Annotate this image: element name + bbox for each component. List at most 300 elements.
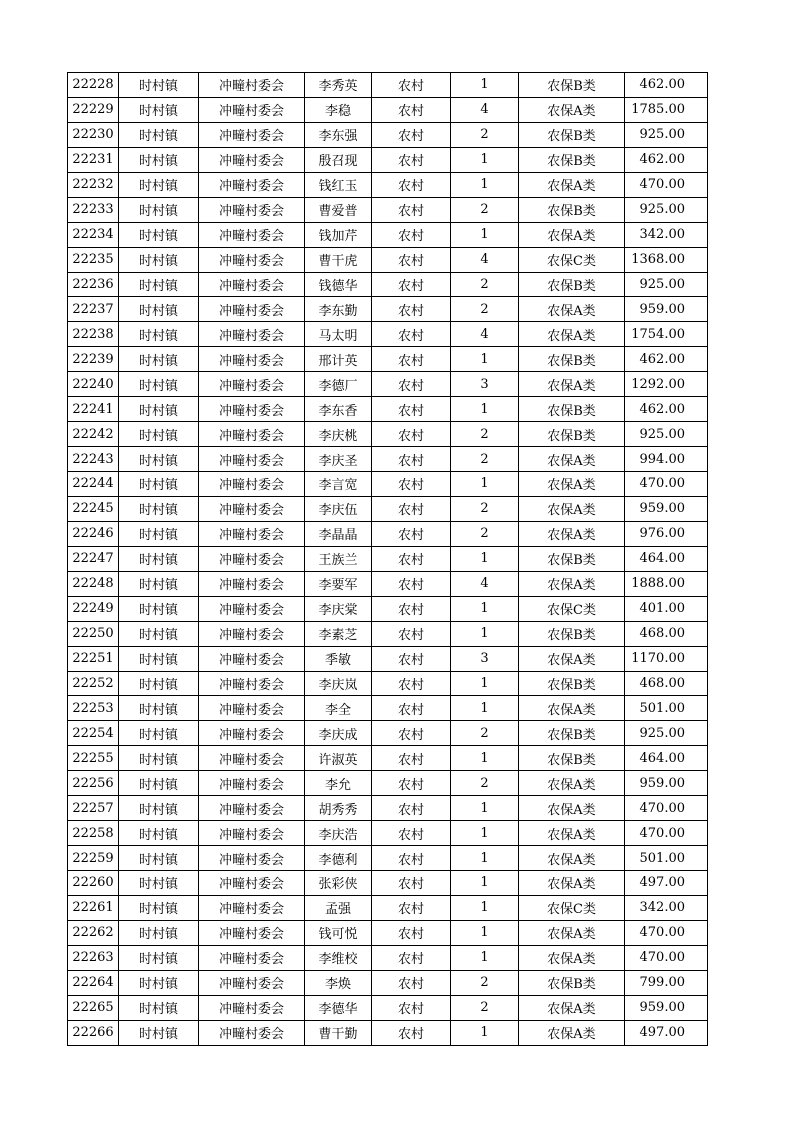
household-count-cell: 2 xyxy=(451,272,519,297)
area-type-cell: 农村 xyxy=(372,995,451,1020)
town-cell: 时村镇 xyxy=(119,596,199,621)
amount-cell: 959.00 xyxy=(625,297,708,322)
amount-cell: 925.00 xyxy=(625,272,708,297)
town-cell: 时村镇 xyxy=(119,297,199,322)
area-type-cell: 农村 xyxy=(372,846,451,871)
amount-cell: 462.00 xyxy=(625,347,708,372)
amount-cell: 470.00 xyxy=(625,920,708,945)
person-name-cell: 张彩侠 xyxy=(305,871,372,896)
amount-cell: 994.00 xyxy=(625,447,708,472)
area-type-cell: 农村 xyxy=(372,871,451,896)
town-cell: 时村镇 xyxy=(119,172,199,197)
area-type-cell: 农村 xyxy=(372,646,451,671)
record-id-cell: 22234 xyxy=(68,222,119,247)
amount-cell: 959.00 xyxy=(625,995,708,1020)
area-type-cell: 农村 xyxy=(372,247,451,272)
table-row xyxy=(68,871,708,896)
person-name-cell: 李庆圣 xyxy=(305,447,372,472)
table-row xyxy=(68,147,708,172)
person-name-cell: 李晶晶 xyxy=(305,521,372,546)
record-id-cell: 22238 xyxy=(68,322,119,347)
records-table xyxy=(67,72,708,1046)
insurance-category-cell: 农保A类 xyxy=(519,871,625,896)
amount-cell: 501.00 xyxy=(625,696,708,721)
amount-cell: 1888.00 xyxy=(625,571,708,596)
household-count-cell: 2 xyxy=(451,995,519,1020)
insurance-category-cell: 农保A类 xyxy=(519,322,625,347)
area-type-cell: 农村 xyxy=(372,970,451,995)
person-name-cell: 李庆岚 xyxy=(305,671,372,696)
household-count-cell: 2 xyxy=(451,197,519,222)
table-row xyxy=(68,821,708,846)
household-count-cell: 2 xyxy=(451,521,519,546)
insurance-category-cell: 农保A类 xyxy=(519,1020,625,1045)
area-type-cell: 农村 xyxy=(372,447,451,472)
insurance-category-cell: 农保A类 xyxy=(519,696,625,721)
household-count-cell: 2 xyxy=(451,422,519,447)
person-name-cell: 季敏 xyxy=(305,646,372,671)
village-committee-cell: 冲疃村委会 xyxy=(199,97,305,122)
area-type-cell: 农村 xyxy=(372,521,451,546)
area-type-cell: 农村 xyxy=(372,546,451,571)
person-name-cell: 钱加芹 xyxy=(305,222,372,247)
person-name-cell: 李要军 xyxy=(305,571,372,596)
amount-cell: 468.00 xyxy=(625,621,708,646)
town-cell: 时村镇 xyxy=(119,696,199,721)
household-count-cell: 1 xyxy=(451,696,519,721)
village-committee-cell: 冲疃村委会 xyxy=(199,746,305,771)
village-committee-cell: 冲疃村委会 xyxy=(199,322,305,347)
record-id-cell: 22239 xyxy=(68,347,119,372)
town-cell: 时村镇 xyxy=(119,322,199,347)
table-row xyxy=(68,846,708,871)
amount-cell: 470.00 xyxy=(625,172,708,197)
insurance-category-cell: 农保A类 xyxy=(519,172,625,197)
area-type-cell: 农村 xyxy=(372,397,451,422)
person-name-cell: 李德厂 xyxy=(305,372,372,397)
record-id-cell: 22258 xyxy=(68,821,119,846)
table-row xyxy=(68,646,708,671)
town-cell: 时村镇 xyxy=(119,372,199,397)
table-row xyxy=(68,172,708,197)
amount-cell: 1754.00 xyxy=(625,322,708,347)
amount-cell: 470.00 xyxy=(625,472,708,497)
town-cell: 时村镇 xyxy=(119,721,199,746)
record-id-cell: 22257 xyxy=(68,796,119,821)
record-id-cell: 22228 xyxy=(68,73,119,98)
household-count-cell: 1 xyxy=(451,1020,519,1045)
person-name-cell: 许淑英 xyxy=(305,746,372,771)
village-committee-cell: 冲疃村委会 xyxy=(199,272,305,297)
record-id-cell: 22252 xyxy=(68,671,119,696)
amount-cell: 925.00 xyxy=(625,422,708,447)
area-type-cell: 农村 xyxy=(372,771,451,796)
person-name-cell: 李东香 xyxy=(305,397,372,422)
insurance-category-cell: 农保A类 xyxy=(519,372,625,397)
table-row xyxy=(68,920,708,945)
amount-cell: 1170.00 xyxy=(625,646,708,671)
record-id-cell: 22255 xyxy=(68,746,119,771)
village-committee-cell: 冲疃村委会 xyxy=(199,372,305,397)
person-name-cell: 胡秀秀 xyxy=(305,796,372,821)
amount-cell: 959.00 xyxy=(625,496,708,521)
insurance-category-cell: 农保B类 xyxy=(519,147,625,172)
town-cell: 时村镇 xyxy=(119,472,199,497)
person-name-cell: 李庆浩 xyxy=(305,821,372,846)
household-count-cell: 2 xyxy=(451,122,519,147)
village-committee-cell: 冲疃村委会 xyxy=(199,397,305,422)
amount-cell: 468.00 xyxy=(625,671,708,696)
area-type-cell: 农村 xyxy=(372,746,451,771)
household-count-cell: 2 xyxy=(451,721,519,746)
household-count-cell: 2 xyxy=(451,297,519,322)
insurance-category-cell: 农保C类 xyxy=(519,596,625,621)
insurance-category-cell: 农保A类 xyxy=(519,496,625,521)
person-name-cell: 李焕 xyxy=(305,970,372,995)
amount-cell: 925.00 xyxy=(625,122,708,147)
village-committee-cell: 冲疃村委会 xyxy=(199,821,305,846)
area-type-cell: 农村 xyxy=(372,671,451,696)
person-name-cell: 李庆桃 xyxy=(305,422,372,447)
town-cell: 时村镇 xyxy=(119,771,199,796)
person-name-cell: 李东强 xyxy=(305,122,372,147)
area-type-cell: 农村 xyxy=(372,1020,451,1045)
town-cell: 时村镇 xyxy=(119,97,199,122)
household-count-cell: 4 xyxy=(451,97,519,122)
town-cell: 时村镇 xyxy=(119,846,199,871)
person-name-cell: 李维校 xyxy=(305,945,372,970)
record-id-cell: 22236 xyxy=(68,272,119,297)
record-id-cell: 22253 xyxy=(68,696,119,721)
area-type-cell: 农村 xyxy=(372,222,451,247)
area-type-cell: 农村 xyxy=(372,73,451,98)
amount-cell: 501.00 xyxy=(625,846,708,871)
town-cell: 时村镇 xyxy=(119,521,199,546)
household-count-cell: 1 xyxy=(451,671,519,696)
town-cell: 时村镇 xyxy=(119,646,199,671)
amount-cell: 462.00 xyxy=(625,397,708,422)
village-committee-cell: 冲疃村委会 xyxy=(199,1020,305,1045)
insurance-category-cell: 农保A类 xyxy=(519,447,625,472)
amount-cell: 799.00 xyxy=(625,970,708,995)
person-name-cell: 李德利 xyxy=(305,846,372,871)
area-type-cell: 农村 xyxy=(372,372,451,397)
household-count-cell: 1 xyxy=(451,796,519,821)
person-name-cell: 李言宽 xyxy=(305,472,372,497)
person-name-cell: 李允 xyxy=(305,771,372,796)
town-cell: 时村镇 xyxy=(119,1020,199,1045)
amount-cell: 470.00 xyxy=(625,821,708,846)
table-row xyxy=(68,746,708,771)
record-id-cell: 22245 xyxy=(68,496,119,521)
table-row xyxy=(68,671,708,696)
area-type-cell: 农村 xyxy=(372,796,451,821)
household-count-cell: 1 xyxy=(451,73,519,98)
insurance-category-cell: 农保A类 xyxy=(519,920,625,945)
table-row xyxy=(68,496,708,521)
village-committee-cell: 冲疃村委会 xyxy=(199,920,305,945)
household-count-cell: 2 xyxy=(451,447,519,472)
amount-cell: 464.00 xyxy=(625,746,708,771)
amount-cell: 470.00 xyxy=(625,945,708,970)
area-type-cell: 农村 xyxy=(372,422,451,447)
table-row xyxy=(68,322,708,347)
person-name-cell: 钱红玉 xyxy=(305,172,372,197)
household-count-cell: 2 xyxy=(451,496,519,521)
area-type-cell: 农村 xyxy=(372,920,451,945)
table-row xyxy=(68,721,708,746)
person-name-cell: 钱德华 xyxy=(305,272,372,297)
town-cell: 时村镇 xyxy=(119,546,199,571)
village-committee-cell: 冲疃村委会 xyxy=(199,846,305,871)
table-row xyxy=(68,521,708,546)
village-committee-cell: 冲疃村委会 xyxy=(199,696,305,721)
record-id-cell: 22247 xyxy=(68,546,119,571)
town-cell: 时村镇 xyxy=(119,272,199,297)
village-committee-cell: 冲疃村委会 xyxy=(199,197,305,222)
insurance-category-cell: 农保B类 xyxy=(519,746,625,771)
amount-cell: 925.00 xyxy=(625,197,708,222)
table-row xyxy=(68,970,708,995)
town-cell: 时村镇 xyxy=(119,247,199,272)
area-type-cell: 农村 xyxy=(372,172,451,197)
area-type-cell: 农村 xyxy=(372,721,451,746)
household-count-cell: 1 xyxy=(451,945,519,970)
village-committee-cell: 冲疃村委会 xyxy=(199,995,305,1020)
village-committee-cell: 冲疃村委会 xyxy=(199,247,305,272)
table-row xyxy=(68,621,708,646)
insurance-category-cell: 农保C类 xyxy=(519,895,625,920)
record-id-cell: 22235 xyxy=(68,247,119,272)
village-committee-cell: 冲疃村委会 xyxy=(199,646,305,671)
household-count-cell: 1 xyxy=(451,895,519,920)
village-committee-cell: 冲疃村委会 xyxy=(199,596,305,621)
table-row xyxy=(68,696,708,721)
person-name-cell: 钱可悦 xyxy=(305,920,372,945)
table-row xyxy=(68,97,708,122)
insurance-category-cell: 农保B类 xyxy=(519,73,625,98)
area-type-cell: 农村 xyxy=(372,821,451,846)
record-id-cell: 22261 xyxy=(68,895,119,920)
amount-cell: 497.00 xyxy=(625,871,708,896)
village-committee-cell: 冲疃村委会 xyxy=(199,73,305,98)
person-name-cell: 曹爱普 xyxy=(305,197,372,222)
household-count-cell: 1 xyxy=(451,920,519,945)
insurance-category-cell: 农保B类 xyxy=(519,621,625,646)
area-type-cell: 农村 xyxy=(372,297,451,322)
person-name-cell: 李庆伍 xyxy=(305,496,372,521)
insurance-category-cell: 农保B类 xyxy=(519,347,625,372)
village-committee-cell: 冲疃村委会 xyxy=(199,721,305,746)
town-cell: 时村镇 xyxy=(119,222,199,247)
household-count-cell: 1 xyxy=(451,147,519,172)
amount-cell: 497.00 xyxy=(625,1020,708,1045)
household-count-cell: 1 xyxy=(451,347,519,372)
record-id-cell: 22232 xyxy=(68,172,119,197)
insurance-category-cell: 农保B类 xyxy=(519,671,625,696)
village-committee-cell: 冲疃村委会 xyxy=(199,871,305,896)
table-row xyxy=(68,546,708,571)
table-row xyxy=(68,372,708,397)
area-type-cell: 农村 xyxy=(372,895,451,920)
insurance-category-cell: 农保B类 xyxy=(519,397,625,422)
insurance-category-cell: 农保B类 xyxy=(519,272,625,297)
table-row xyxy=(68,122,708,147)
household-count-cell: 4 xyxy=(451,247,519,272)
insurance-category-cell: 农保B类 xyxy=(519,546,625,571)
village-committee-cell: 冲疃村委会 xyxy=(199,222,305,247)
record-id-cell: 22233 xyxy=(68,197,119,222)
table-row xyxy=(68,297,708,322)
amount-cell: 1785.00 xyxy=(625,97,708,122)
record-id-cell: 22230 xyxy=(68,122,119,147)
town-cell: 时村镇 xyxy=(119,895,199,920)
person-name-cell: 李秀英 xyxy=(305,73,372,98)
area-type-cell: 农村 xyxy=(372,97,451,122)
table-body xyxy=(68,73,708,1046)
record-id-cell: 22243 xyxy=(68,447,119,472)
household-count-cell: 1 xyxy=(451,222,519,247)
town-cell: 时村镇 xyxy=(119,73,199,98)
village-committee-cell: 冲疃村委会 xyxy=(199,147,305,172)
table-row xyxy=(68,447,708,472)
town-cell: 时村镇 xyxy=(119,447,199,472)
amount-cell: 462.00 xyxy=(625,147,708,172)
town-cell: 时村镇 xyxy=(119,970,199,995)
record-id-cell: 22265 xyxy=(68,995,119,1020)
area-type-cell: 农村 xyxy=(372,322,451,347)
person-name-cell: 曹干虎 xyxy=(305,247,372,272)
record-id-cell: 22254 xyxy=(68,721,119,746)
insurance-category-cell: 农保A类 xyxy=(519,771,625,796)
insurance-category-cell: 农保A类 xyxy=(519,846,625,871)
insurance-category-cell: 农保B类 xyxy=(519,122,625,147)
record-id-cell: 22262 xyxy=(68,920,119,945)
table-row xyxy=(68,422,708,447)
village-committee-cell: 冲疃村委会 xyxy=(199,945,305,970)
record-id-cell: 22246 xyxy=(68,521,119,546)
record-id-cell: 22244 xyxy=(68,472,119,497)
person-name-cell: 李稳 xyxy=(305,97,372,122)
village-committee-cell: 冲疃村委会 xyxy=(199,122,305,147)
village-committee-cell: 冲疃村委会 xyxy=(199,472,305,497)
town-cell: 时村镇 xyxy=(119,746,199,771)
household-count-cell: 1 xyxy=(451,472,519,497)
record-id-cell: 22256 xyxy=(68,771,119,796)
household-count-cell: 4 xyxy=(451,571,519,596)
person-name-cell: 李庆棠 xyxy=(305,596,372,621)
town-cell: 时村镇 xyxy=(119,147,199,172)
table-row xyxy=(68,397,708,422)
amount-cell: 464.00 xyxy=(625,546,708,571)
record-id-cell: 22249 xyxy=(68,596,119,621)
insurance-category-cell: 农保A类 xyxy=(519,222,625,247)
town-cell: 时村镇 xyxy=(119,671,199,696)
area-type-cell: 农村 xyxy=(372,571,451,596)
village-committee-cell: 冲疃村委会 xyxy=(199,347,305,372)
insurance-category-cell: 农保C类 xyxy=(519,247,625,272)
insurance-category-cell: 农保A类 xyxy=(519,97,625,122)
table-row xyxy=(68,472,708,497)
person-name-cell: 孟强 xyxy=(305,895,372,920)
insurance-category-cell: 农保B类 xyxy=(519,970,625,995)
household-count-cell: 1 xyxy=(451,397,519,422)
village-committee-cell: 冲疃村委会 xyxy=(199,771,305,796)
household-count-cell: 1 xyxy=(451,821,519,846)
town-cell: 时村镇 xyxy=(119,796,199,821)
person-name-cell: 李德华 xyxy=(305,995,372,1020)
table-row xyxy=(68,73,708,98)
table-row xyxy=(68,272,708,297)
person-name-cell: 殷召现 xyxy=(305,147,372,172)
insurance-category-cell: 农保A类 xyxy=(519,521,625,546)
insurance-category-cell: 农保B类 xyxy=(519,422,625,447)
town-cell: 时村镇 xyxy=(119,920,199,945)
area-type-cell: 农村 xyxy=(372,596,451,621)
household-count-cell: 2 xyxy=(451,771,519,796)
record-id-cell: 22251 xyxy=(68,646,119,671)
table-row xyxy=(68,895,708,920)
amount-cell: 470.00 xyxy=(625,796,708,821)
village-committee-cell: 冲疃村委会 xyxy=(199,297,305,322)
table-row xyxy=(68,197,708,222)
area-type-cell: 农村 xyxy=(372,347,451,372)
village-committee-cell: 冲疃村委会 xyxy=(199,496,305,521)
household-count-cell: 1 xyxy=(451,546,519,571)
area-type-cell: 农村 xyxy=(372,945,451,970)
insurance-category-cell: 农保A类 xyxy=(519,571,625,596)
amount-cell: 959.00 xyxy=(625,771,708,796)
town-cell: 时村镇 xyxy=(119,945,199,970)
table-row xyxy=(68,596,708,621)
household-count-cell: 4 xyxy=(451,322,519,347)
person-name-cell: 李东勤 xyxy=(305,297,372,322)
table-row xyxy=(68,347,708,372)
household-count-cell: 1 xyxy=(451,172,519,197)
amount-cell: 976.00 xyxy=(625,521,708,546)
table-row xyxy=(68,771,708,796)
town-cell: 时村镇 xyxy=(119,995,199,1020)
person-name-cell: 曹干勤 xyxy=(305,1020,372,1045)
village-committee-cell: 冲疃村委会 xyxy=(199,671,305,696)
record-id-cell: 22231 xyxy=(68,147,119,172)
insurance-category-cell: 农保B类 xyxy=(519,197,625,222)
table-row xyxy=(68,995,708,1020)
village-committee-cell: 冲疃村委会 xyxy=(199,422,305,447)
table-row xyxy=(68,222,708,247)
area-type-cell: 农村 xyxy=(372,272,451,297)
village-committee-cell: 冲疃村委会 xyxy=(199,621,305,646)
amount-cell: 925.00 xyxy=(625,721,708,746)
table-row xyxy=(68,247,708,272)
amount-cell: 462.00 xyxy=(625,73,708,98)
village-committee-cell: 冲疃村委会 xyxy=(199,796,305,821)
town-cell: 时村镇 xyxy=(119,122,199,147)
village-committee-cell: 冲疃村委会 xyxy=(199,970,305,995)
town-cell: 时村镇 xyxy=(119,871,199,896)
table-row xyxy=(68,571,708,596)
record-id-cell: 22250 xyxy=(68,621,119,646)
amount-cell: 342.00 xyxy=(625,222,708,247)
table-row xyxy=(68,1020,708,1045)
table-row xyxy=(68,945,708,970)
person-name-cell: 邢计英 xyxy=(305,347,372,372)
record-id-cell: 22237 xyxy=(68,297,119,322)
household-count-cell: 1 xyxy=(451,621,519,646)
area-type-cell: 农村 xyxy=(372,496,451,521)
insurance-category-cell: 农保B类 xyxy=(519,721,625,746)
town-cell: 时村镇 xyxy=(119,347,199,372)
